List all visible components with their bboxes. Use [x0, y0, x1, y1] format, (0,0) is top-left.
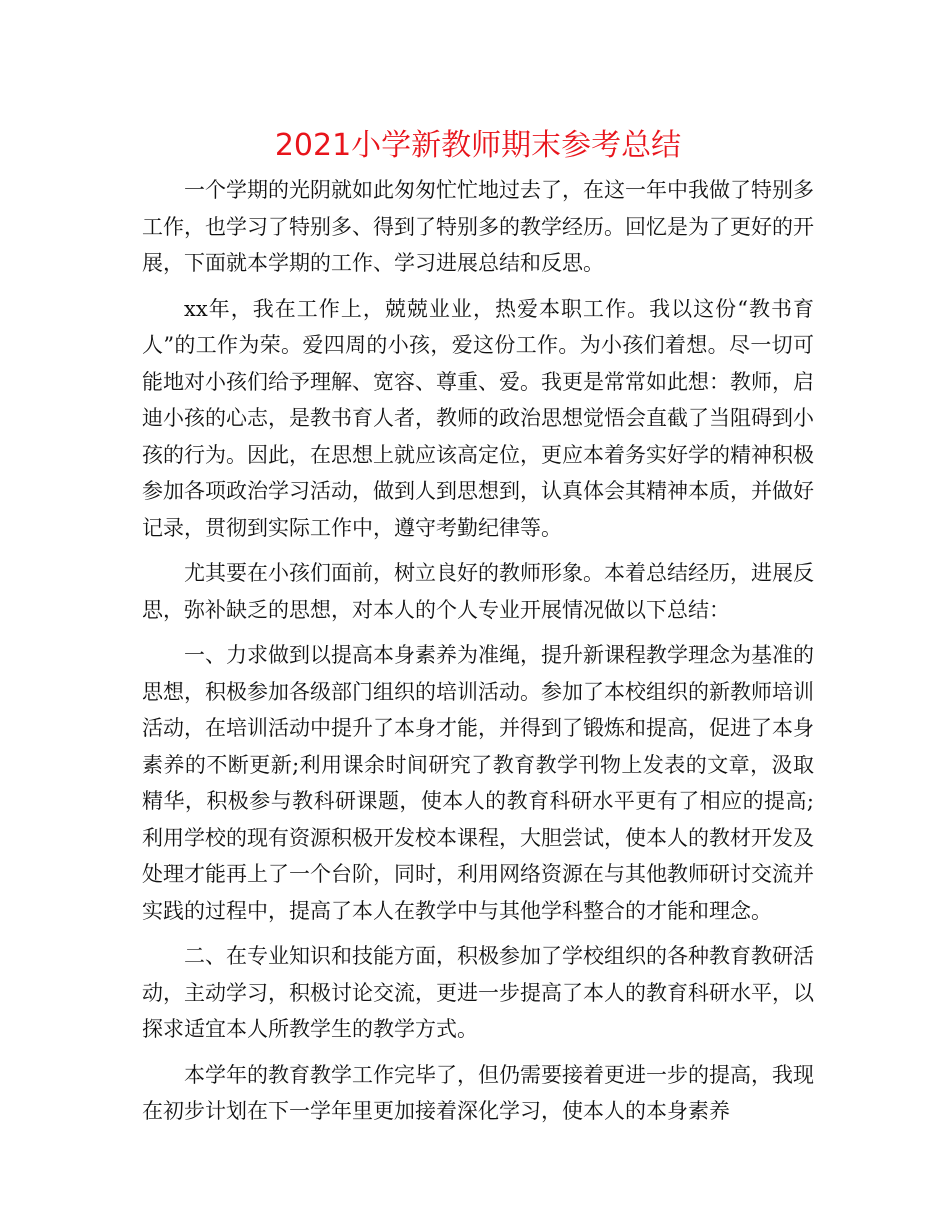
document-page — [142, 120, 814, 1139]
paragraph-outlook: 本学年的教育教学工作完毕了，但仍需要接着更进一步的提高，我现在初步计划在下一学年里更加接着深化学习，使本人的本身素养 — [142, 1062, 814, 1123]
paragraph-point-one: 一、力求做到以提高本身素养为准绳，提升新课程教学理念为基准的思想，积极参加各级部门组织的培训活动。参加了本校组织的新教师培训活动，在培训活动中提升了本身才能，并得到了锻炼和提高，促进了本身素养的不断更新;利用课余时间研究了教育教学刊物上发表的文章，汲取精华，积极参与教科研课题，使本人的教育科研水平更有了相应的提高;利用学校的现有资源积极开发校本课程，大胆尝试，使本人的教材开发及处理才能再上了一个台阶，同时，利用网络资源在与其他教师研讨交流并实践的过程中，提高了本人在教学中与其他学科整合的才能和理念。 — [142, 643, 814, 923]
paragraph-work-attitude: xx年，我在工作上，兢兢业业，热爱本职工作。我以这份“教书育人”的工作为荣。爱四周的小孩，爱这份工作。为小孩们着想。尽一切可能地对小孩们给予理解、宽容、尊重、爱。我更是常常如此想：教师，启迪小孩的心志，是教书育人者，教师的政治思想觉悟会直截了当阻碍到小孩的行为。因此，在思想上就应该高定位，更应本着务实好学的精神积极参加各项政治学习活动，做到人到思想到，认真体会其精神本质，并做好记录，贯彻到实际工作中，遵守考勤纪律等。 — [142, 296, 814, 540]
paragraph-point-two: 二、在专业知识和技能方面，积极参加了学校组织的各种教育教研活动，主动学习，积极讨论交流，更进一步提高了本人的教育科研水平，以探求适宜本人所教学生的教学方式。 — [142, 944, 814, 1041]
document-body — [142, 172, 814, 1130]
document-title: 2021小学新教师期末参考总结 — [274, 128, 682, 163]
paragraph-intro: 一个学期的光阴就如此匆匆忙忙地过去了，在这一年中我做了特别多工作，也学习了特别多、得到了特别多的教学经历。回忆是为了更好的开展，下面就本学期的工作、学习进展总结和反思。 — [142, 178, 814, 275]
paragraph-teacher-image: 尤其要在小孩们面前，树立良好的教师形象。本着总结经历，进展反思，弥补缺乏的思想，对本人的个人专业开展情况做以下总结： — [142, 561, 814, 622]
